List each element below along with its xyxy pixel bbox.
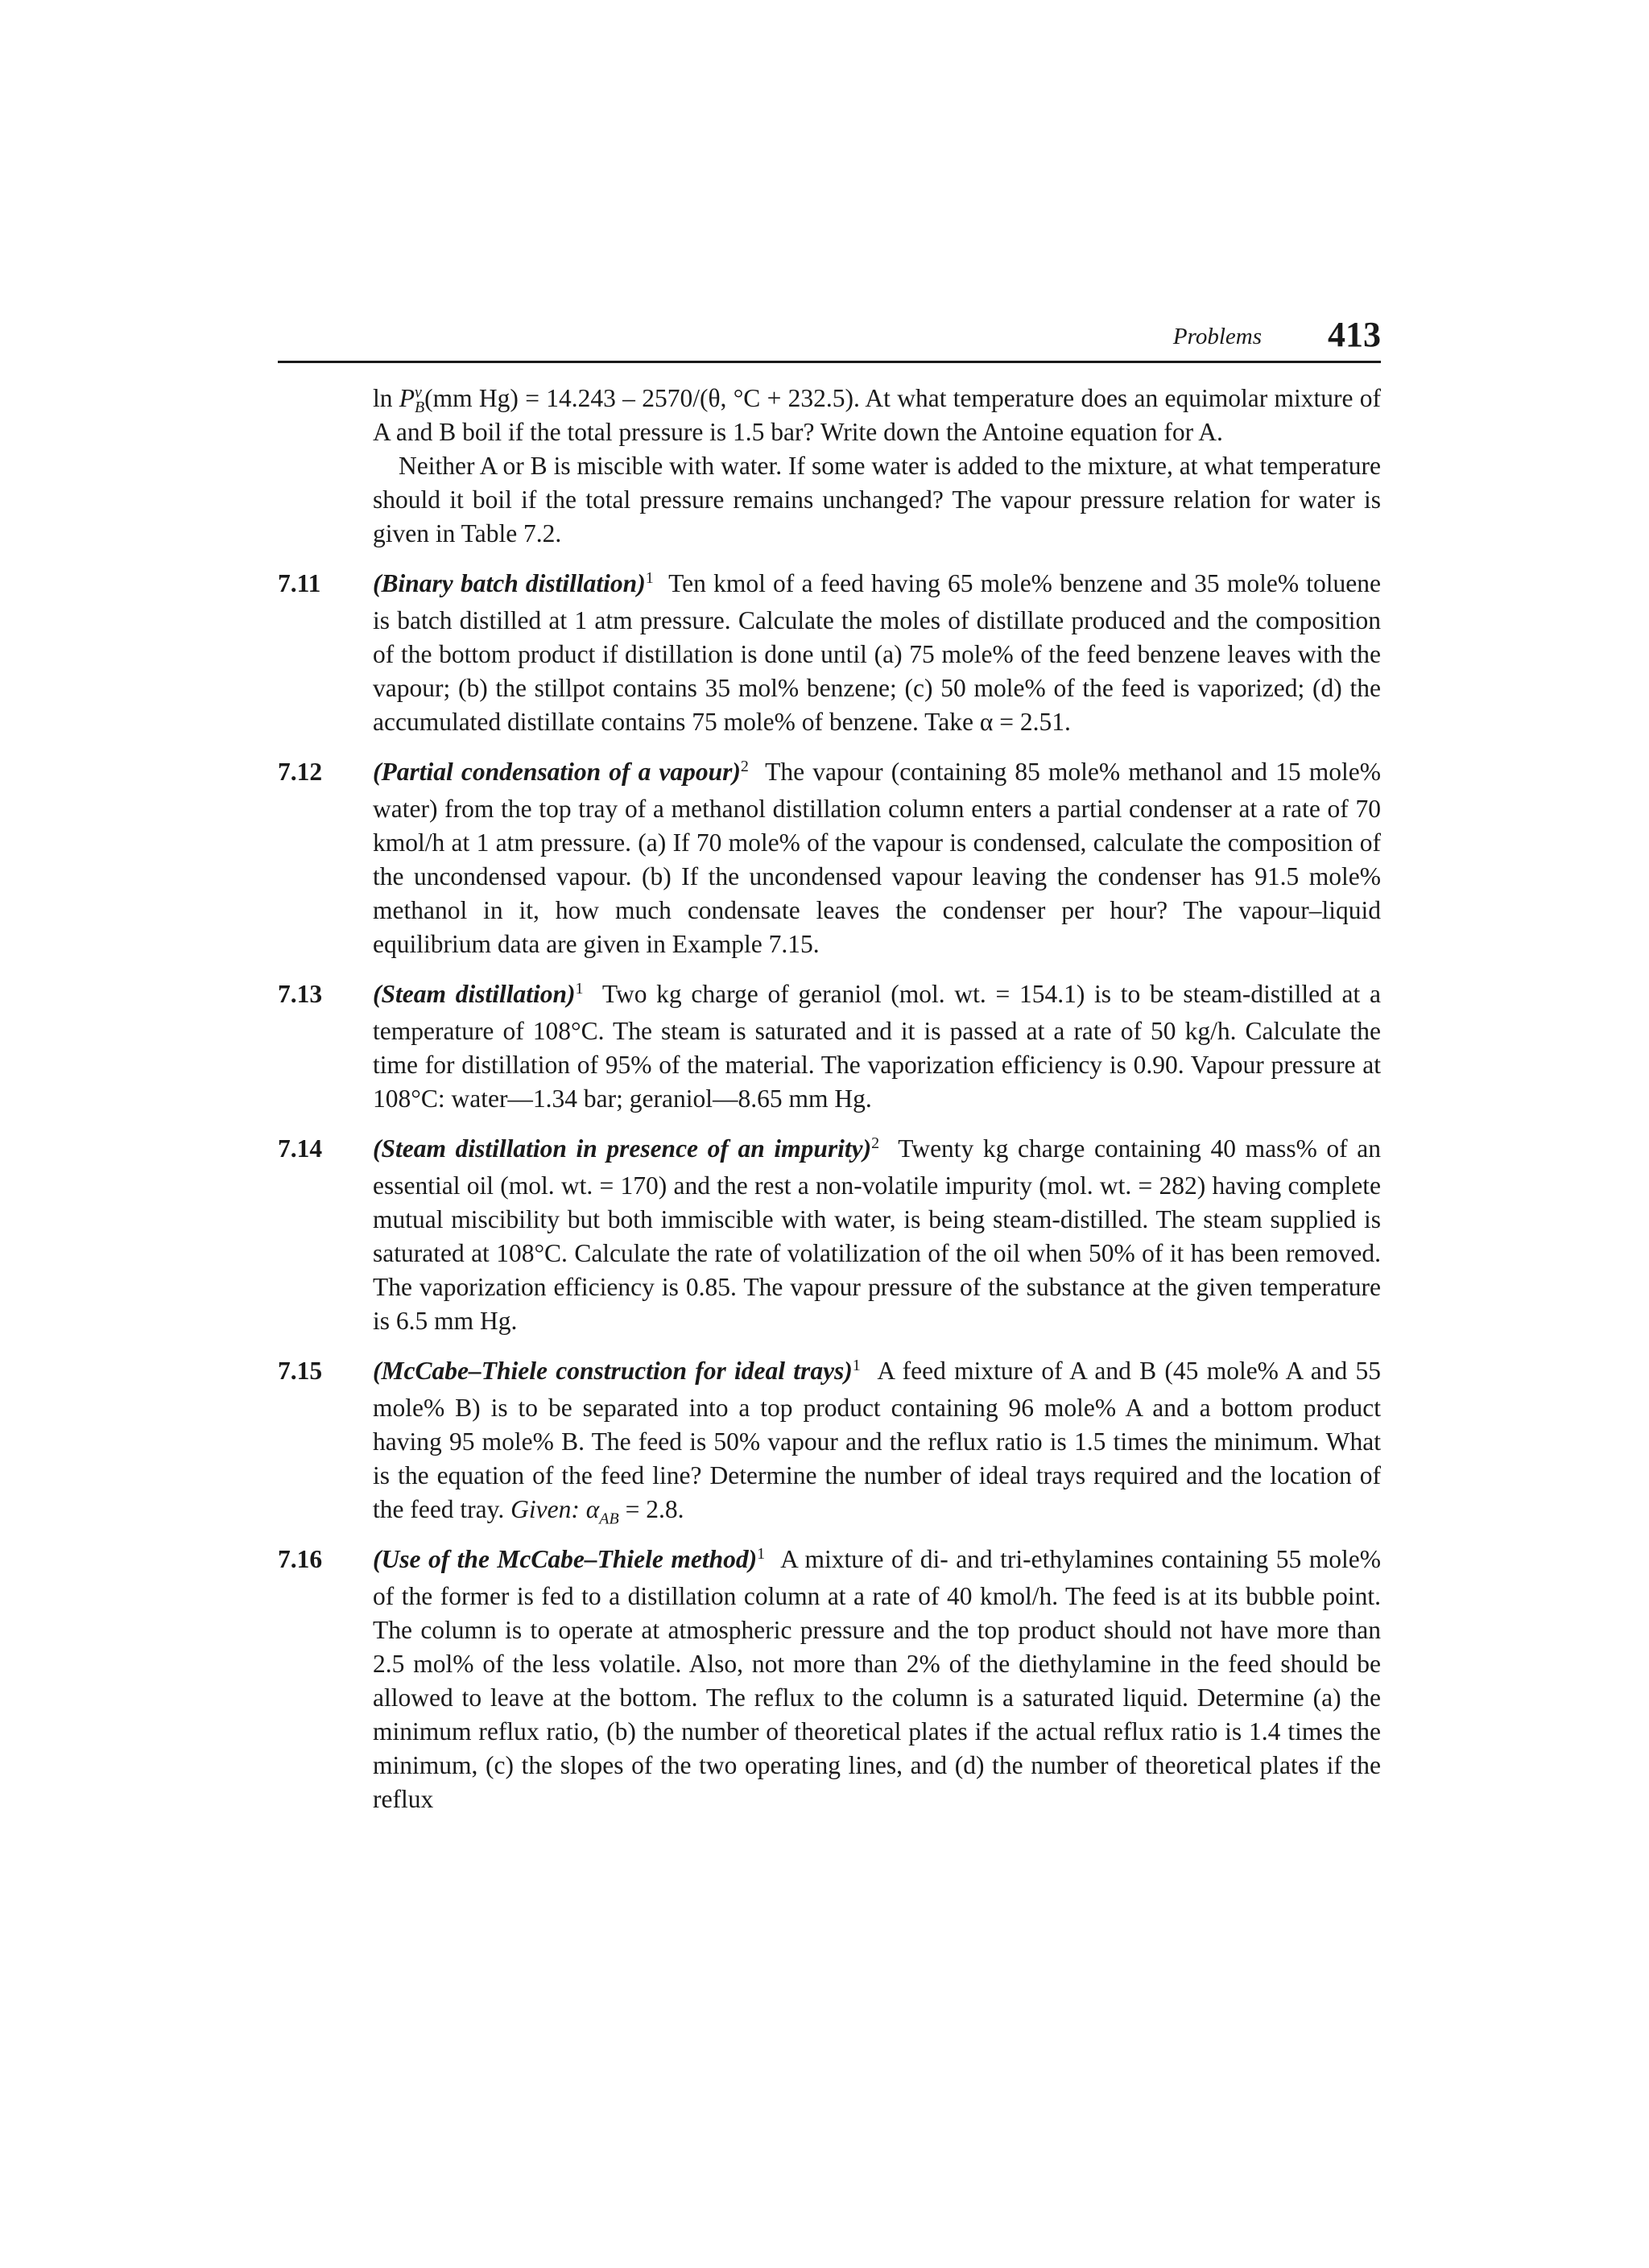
given-label: Given: <box>510 1495 580 1523</box>
problem-title: (Steam distillation) <box>373 980 576 1008</box>
problem-title: (Partial condensation of a vapour) <box>373 758 741 786</box>
problem-title: (McCabe–Thiele construction for ideal trays) <box>373 1357 853 1385</box>
problem-7-12 <box>278 755 1381 961</box>
problem-7-15 <box>278 1354 1381 1526</box>
difficulty-level: 1 <box>757 1545 766 1563</box>
difficulty-level: 2 <box>740 758 749 775</box>
problem-text: A feed mixture of A and B (45 mole% A and 55 mole% B) is to be separated into a top product containing 96 mole% A and a bottom product having 95 mole% B. The feed is 50% vapour and the reflux ratio is 1.5 times the minimum. What is the equation of the feed line? Determine the number of ideal trays required and the location of the feed tray. <box>373 1357 1381 1523</box>
problem-number: 7.13 <box>278 980 323 1008</box>
given-subscript: AB <box>599 1510 619 1528</box>
page-number: 413 <box>1328 315 1381 354</box>
continuation-paragraph-2: Neither A or B is miscible with water. If some water is added to the mixture, at what temperature should it boil if the total pressure remains unchanged? The vapour pressure relation for water is given in Table 7.2. <box>373 452 1381 547</box>
problem-title: (Binary batch distillation) <box>373 569 646 597</box>
problem-text: The vapour (containing 85 mole% methanol and 15 mole% water) from the top tray of a methanol distillation column enters a partial condenser at a rate of 70 kmol/h at 1 atm pressure. (a) If 70 mole% of the vapour is condensed, calculate the composition of the uncondensed vapour. (b) If the uncondensed vapour leaving the condenser has 91.5 mole% methanol in it, how much condensate leaves the condenser per hour? The vapour–liquid equilibrium data are given in Example 7.15. <box>373 758 1381 958</box>
problem-text: Twenty kg charge containing 40 mass% of an essential oil (mol. wt. = 170) and the rest a non-volatile impurity (mol. wt. = 282) having complete mutual miscibility but both immiscible with water, is being steam-distilled. The steam supplied is saturated at 108°C. Calculate the rate of volatilization of the oil when 50% of it has been removed. The vaporization efficiency is 0.85. The vapour pressure of the substance at the given temperature is 6.5 mm Hg. <box>373 1134 1381 1335</box>
page-header <box>278 316 1381 363</box>
problem-text: A mixture of di- and tri-ethylamines containing 55 mole% of the former is fed to a distillation column at a rate of 40 kmol/h. The feed is at its bubble point. The column is to operate at atmospheric pressure and the top product should not have more than 2.5 mol% of the less volatile. Also, not more than 2% of the diethylamine in the feed should be allowed to leave at the bottom. The reflux to the column is a saturated liquid. Determine (a) the minimum reflux ratio, (b) the number of theoretical plates if the actual reflux ratio is 1.4 times the minimum, (c) the slopes of the two operating lines, and (d) the number of theoretical plates if the reflux <box>373 1545 1381 1813</box>
running-head: Problems <box>1172 324 1262 349</box>
difficulty-level: 1 <box>575 980 584 998</box>
continuation-paragraph-1: $\ln P^v_B(mm$ Hg) = 14.243 – 2570/(θ, °C + 232.5). At what temperature does an equimolar mixture of A and B boil if the total pressure is 1.5 bar? Write down the Antoine equation for A. <box>373 383 1381 446</box>
problem-7-11 <box>278 567 1381 739</box>
difficulty-level: 1 <box>645 569 654 587</box>
problem-number: 7.14 <box>278 1134 323 1163</box>
problem-number: 7.11 <box>278 569 321 597</box>
problem-7-16 <box>278 1543 1381 1816</box>
problem-7-14 <box>278 1132 1381 1338</box>
problem-text: Two kg charge of geraniol (mol. wt. = 154.1) is to be steam-distilled at a temperature of 108°C. The steam is saturated and it is passed at a rate of 50 kg/h. Calculate the time for distillation of 95% of the material. The vaporization efficiency is 0.90. Vapour pressure at 108°C: water—1.34 bar; geraniol—8.65 mm Hg. <box>373 980 1381 1113</box>
problem-7-13 <box>278 977 1381 1116</box>
problem-title: (Steam distillation in presence of an impurity) <box>373 1134 872 1163</box>
problem-title: (Use of the McCabe–Thiele method) <box>373 1545 758 1573</box>
problem-number: 7.16 <box>278 1545 323 1573</box>
given-value: = 2.8. <box>618 1495 684 1523</box>
problem-text: Ten kmol of a feed having 65 mole% benzene and 35 mole% toluene is batch distilled at 1 atm pressure. Calculate the moles of distillate produced and the composition of the bottom product if distillation is done until (a) 75 mole% of the feed benzene leaves with the vapour; (b) the stillpot contains 35 mol% benzene; (c) 50 mole% of the feed is vaporized; (d) the accumulated distillate contains 75 mole% of benzene. Take α = 2.51. <box>373 569 1382 736</box>
difficulty-level: 1 <box>852 1357 861 1374</box>
page-body <box>278 382 1381 1816</box>
problem-number: 7.12 <box>278 758 323 786</box>
difficulty-level: 2 <box>871 1134 880 1152</box>
given-alpha: α <box>585 1495 600 1523</box>
problem-number: 7.15 <box>278 1357 323 1385</box>
